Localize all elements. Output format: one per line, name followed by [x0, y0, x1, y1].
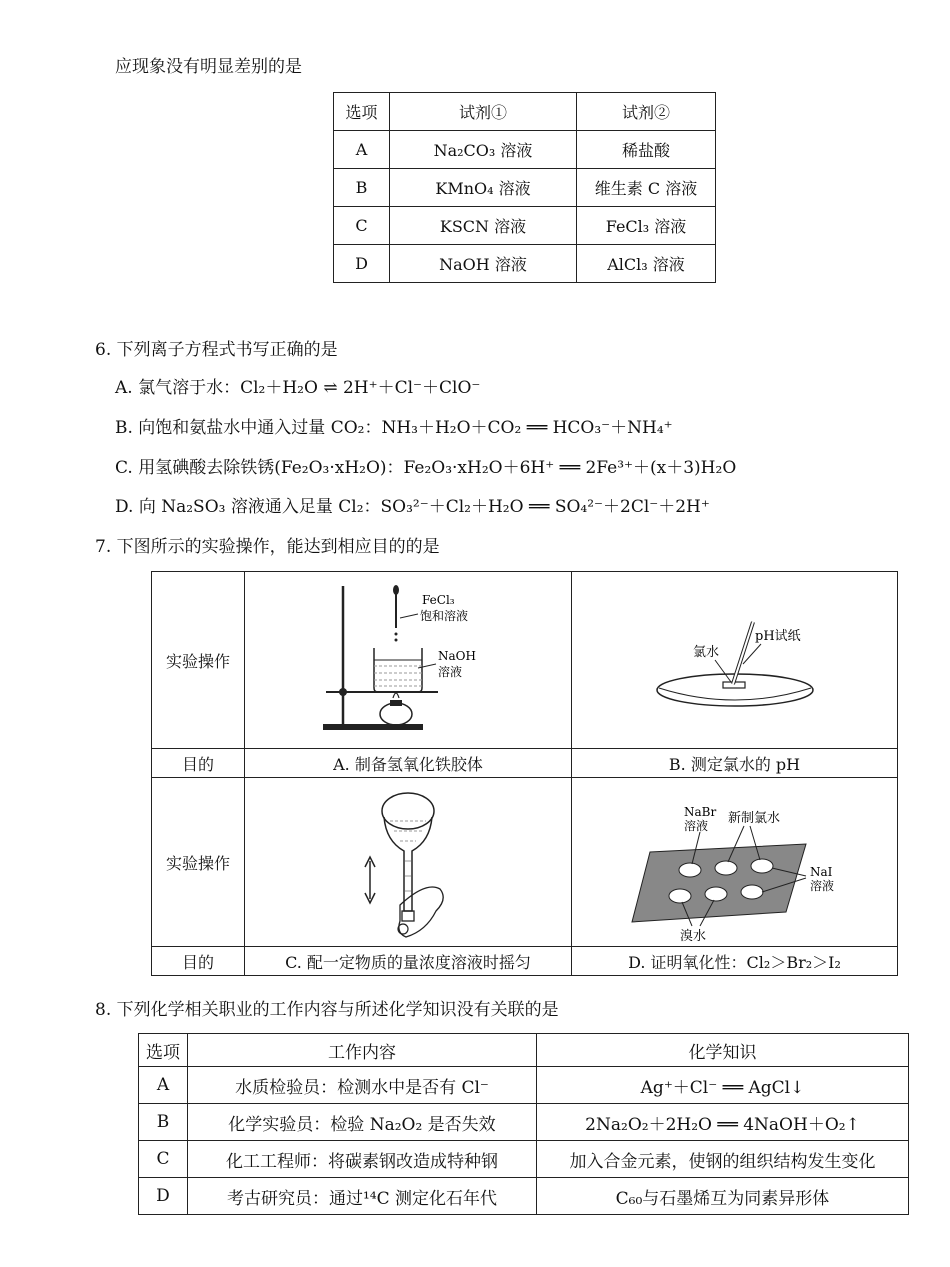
figure-a — [245, 572, 572, 749]
figure-b — [572, 572, 898, 749]
intro-text: 应现象没有明显差别的是 — [115, 57, 302, 77]
row-label-goal-2: 目的 — [152, 947, 245, 976]
label-saturated-solution: 饱和溶液 — [420, 609, 469, 623]
label-chlorine-water: 氯水 — [692, 645, 719, 660]
q6-option-a: A. 氯气溶于水：Cl₂＋H₂O ⇌ 2H⁺＋Cl⁻＋ClO⁻ — [115, 378, 481, 398]
label-fresh-chlorine-water: 新制氯水 — [727, 811, 780, 826]
label-nabr-solution: 溶液 — [683, 819, 708, 833]
label-fecl3: FeCl₃ — [422, 593, 455, 607]
q6-option-b: B. 向饱和氨盐水中通入过量 CO₂：NH₃＋H₂O＋CO₂ ══ HCO₃⁻＋NH₄⁺ — [115, 418, 673, 438]
q7-stem: 7. 下图所示的实验操作，能达到相应目的的是 — [95, 537, 440, 557]
header-option: 选项 — [139, 1034, 188, 1067]
row-label-operation-2: 实验操作 — [152, 778, 245, 947]
row-label-goal: 目的 — [152, 749, 245, 778]
header-work: 工作内容 — [188, 1034, 537, 1067]
header-reagent1: 试剂① — [390, 93, 577, 131]
table-row: C 化工工程师：将碳素钢改造成特种钢 加入合金元素，使钢的组织结构发生变化 — [139, 1141, 909, 1178]
goal-c: C. 配一定物质的量浓度溶液时摇匀 — [245, 947, 572, 976]
q6-stem: 6. 下列离子方程式书写正确的是 — [95, 340, 338, 360]
reagent-table — [333, 92, 716, 283]
header-option: 选项 — [334, 93, 390, 131]
figure-d — [572, 778, 898, 947]
label-ph-paper: pH试纸 — [754, 629, 801, 644]
q8-stem: 8. 下列化学相关职业的工作内容与所述化学知识没有关联的是 — [95, 1000, 559, 1020]
q6-option-c: C. 用氢碘酸去除铁锈(Fe₂O₃·xH₂O)：Fe₂O₃·xH₂O＋6H⁺ ══ 2Fe³⁺＋(x＋3)H₂O — [115, 458, 737, 478]
occupation-table — [138, 1033, 909, 1215]
label-naoh: NaOH — [438, 649, 476, 663]
label-naoh-solution: 溶液 — [438, 665, 463, 679]
table-row: C KSCN 溶液 FeCl₃ 溶液 — [334, 207, 716, 245]
table-row: A Na₂CO₃ 溶液 稀盐酸 — [334, 131, 716, 169]
table-row: B 化学实验员：检验 Na₂O₂ 是否失效 2Na₂O₂＋2H₂O ══ 4NaOH＋O₂↑ — [139, 1104, 909, 1141]
label-nabr: NaBr — [683, 805, 716, 819]
table-row: A 水质检验员：检测水中是否有 Cl⁻ Ag⁺＋Cl⁻ ══ AgCl↓ — [139, 1067, 909, 1104]
q6-option-d: D. 向 Na₂SO₃ 溶液通入足量 Cl₂：SO₃²⁻＋Cl₂＋H₂O ══ SO₄²⁻＋2Cl⁻＋2H⁺ — [115, 497, 710, 517]
experiment-table — [151, 571, 898, 976]
goal-a: A. 制备氢氧化铁胶体 — [245, 749, 572, 778]
header-knowledge: 化学知识 — [537, 1034, 909, 1067]
ph-paper-dish-diagram — [635, 600, 835, 720]
volumetric-flask-shake-diagram — [308, 781, 508, 943]
iron-stand-beaker-diagram — [308, 576, 508, 744]
figure-c — [245, 778, 572, 947]
label-nai-solution: 溶液 — [809, 879, 834, 893]
header-reagent2: 试剂② — [577, 93, 716, 131]
goal-d: D. 证明氧化性：Cl₂＞Br₂＞I₂ — [572, 947, 898, 976]
row-label-operation: 实验操作 — [152, 572, 245, 749]
label-nai: NaI — [809, 865, 832, 879]
table-row: D 考古研究员：通过¹⁴C 测定化石年代 C₆₀与石墨烯互为同素异形体 — [139, 1178, 909, 1215]
table-row: B KMnO₄ 溶液 维生素 C 溶液 — [334, 169, 716, 207]
label-bromine-water: 溴水 — [679, 929, 706, 942]
spot-plate-diagram — [610, 782, 860, 942]
table-row: D NaOH 溶液 AlCl₃ 溶液 — [334, 245, 716, 283]
goal-b: B. 测定氯水的 pH — [572, 749, 898, 778]
